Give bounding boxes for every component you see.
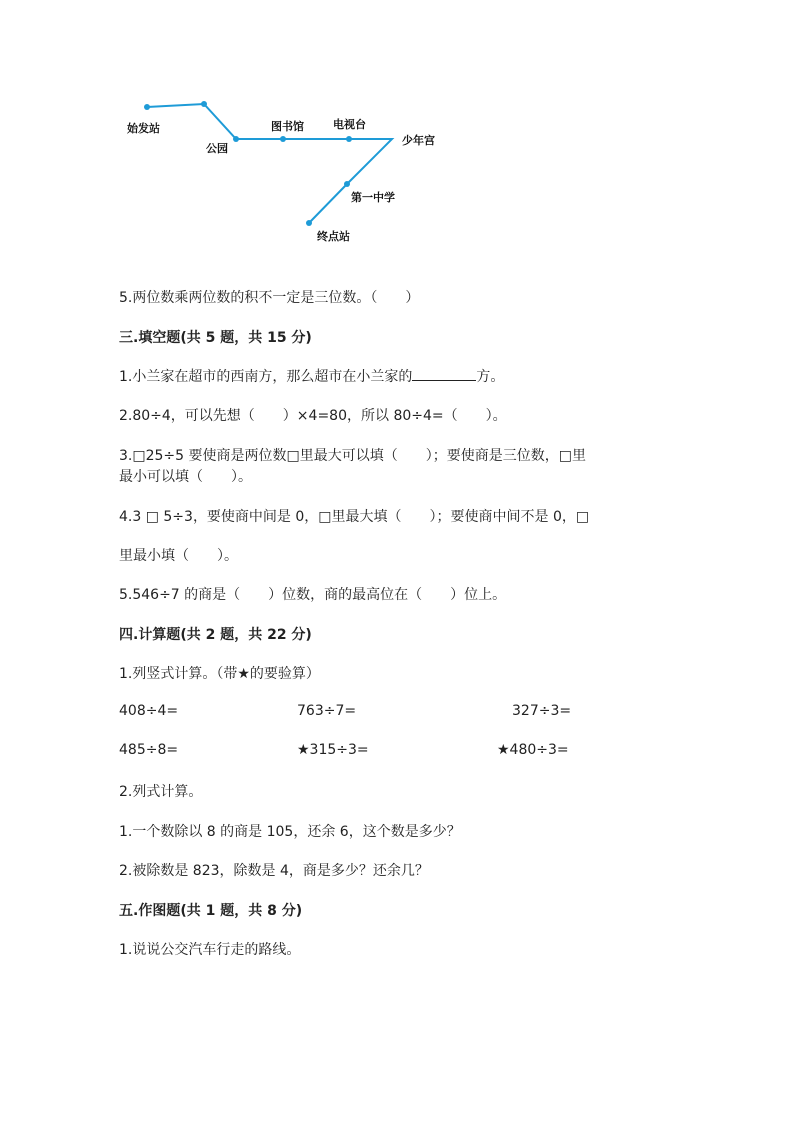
fill-question-3-line2: 最小可以填（ ）。 bbox=[119, 469, 252, 485]
calc-question-2-1: 1.一个数除以 8 的商是 105，还余 6，这个数是多少？ bbox=[119, 824, 461, 840]
station-label-park: 公园 bbox=[206, 142, 228, 155]
answer-blank[interactable] bbox=[412, 366, 476, 381]
calc-question-2-2: 2.被除数是 823，除数是 4，商是多少？还余几？ bbox=[119, 863, 429, 879]
station-label-youth: 少年宫 bbox=[402, 134, 435, 147]
calc-question-1: 1.列竖式计算。（带★的要验算） bbox=[119, 666, 320, 682]
calc-question-2: 2.列式计算。 bbox=[119, 784, 203, 800]
station-label-library: 图书馆 bbox=[271, 120, 304, 133]
station-dot-tv bbox=[346, 136, 352, 142]
calc-item: 763÷7= bbox=[297, 703, 357, 719]
section-heading-fill: 三.填空题(共 5 题，共 15 分) bbox=[119, 330, 312, 346]
calc-item: ★480÷3= bbox=[497, 742, 569, 758]
fill-question-4-line2: 里最小填（ ）。 bbox=[119, 548, 238, 564]
section-heading-calc: 四.计算题(共 2 题，共 22 分) bbox=[119, 627, 312, 643]
station-label-end: 终点站 bbox=[317, 230, 350, 243]
fill-question-5: 5.546÷7 的商是（ ）位数，商的最高位在（ ）位上。 bbox=[119, 587, 507, 603]
station-label-school: 第一中学 bbox=[351, 191, 395, 204]
fill-question-1-text: 1.小兰家在超市的西南方，那么超市在小兰家的 bbox=[119, 369, 413, 385]
judge-question-5: 5.两位数乘两位数的积不一定是三位数。（ ） bbox=[119, 290, 420, 306]
station-dot-bend bbox=[201, 101, 207, 107]
station-dot-end bbox=[306, 220, 312, 226]
fill-question-1-end: 方。 bbox=[476, 369, 505, 385]
calc-item: 327÷3= bbox=[512, 703, 572, 719]
station-label-tv: 电视台 bbox=[333, 118, 366, 131]
station-dot-park bbox=[233, 136, 239, 142]
section-heading-draw: 五.作图题(共 1 题，共 8 分) bbox=[119, 903, 303, 919]
station-dot-school bbox=[344, 181, 350, 187]
station-label-start: 始发站 bbox=[127, 122, 160, 135]
fill-question-4-line1: 4.3 □ 5÷3，要使商中间是 0，□里最大填（ ）；要使商中间不是 0，□ bbox=[119, 509, 590, 525]
fill-question-2: 2.80÷4，可以先想（ ）×4=80，所以 80÷4=（ ）。 bbox=[119, 408, 507, 424]
station-dot-library bbox=[280, 136, 286, 142]
calc-item: 408÷4= bbox=[119, 703, 179, 719]
draw-question-1: 1.说说公交汽车行走的路线。 bbox=[119, 942, 301, 958]
calc-item: 485÷8= bbox=[119, 742, 179, 758]
fill-question-3-line1: 3.□25÷5 要使商是两位数□里最大可以填（ ）；要使商是三位数，□里 bbox=[119, 448, 586, 464]
station-dot-start bbox=[144, 104, 150, 110]
fill-question-1 bbox=[119, 366, 504, 386]
bus-route-map bbox=[0, 0, 794, 260]
calc-item: ★315÷3= bbox=[297, 742, 369, 758]
